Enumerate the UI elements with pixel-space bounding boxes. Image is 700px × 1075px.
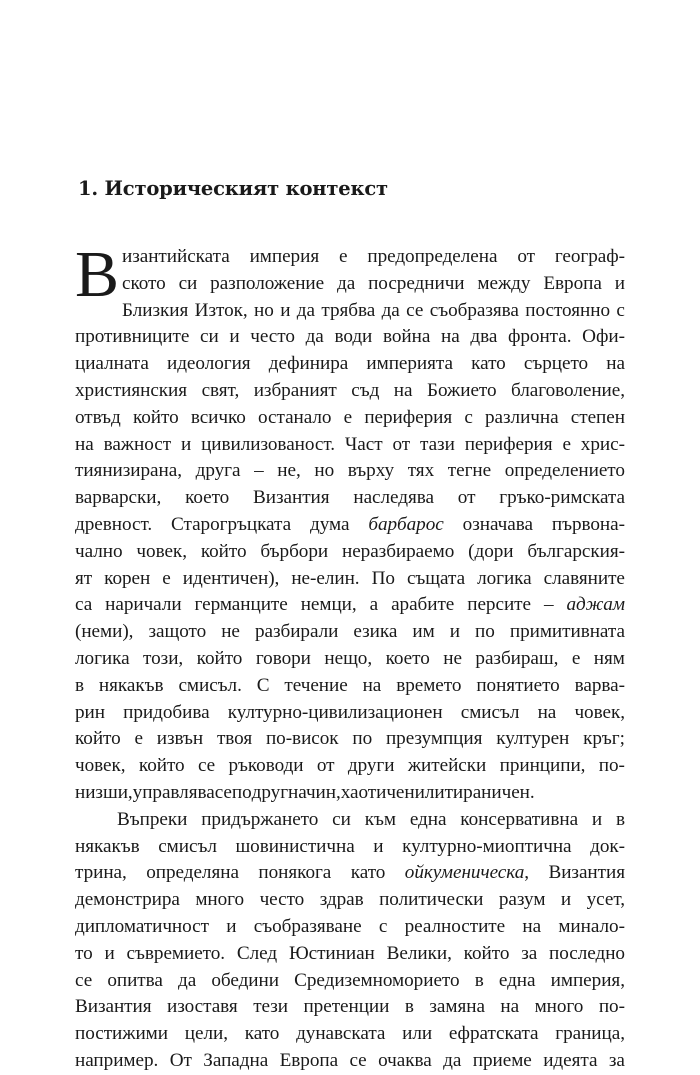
word: политически — [379, 889, 484, 911]
word: е — [134, 728, 143, 750]
word: здрав — [319, 889, 364, 911]
word: граница, — [555, 1023, 625, 1045]
word: на — [75, 433, 94, 455]
word: наричали — [105, 594, 182, 616]
word: съд — [351, 379, 380, 401]
word: Юстиниан — [288, 942, 375, 964]
word: (дори — [468, 540, 514, 562]
word: или — [414, 781, 445, 803]
word: разбирали — [254, 621, 339, 643]
word: на — [393, 379, 413, 401]
word: който — [138, 755, 185, 777]
word: идеята — [543, 1049, 598, 1071]
word: но — [254, 299, 274, 321]
word: не, — [277, 460, 301, 482]
word: трина, — [75, 862, 127, 884]
word: неразбираемо — [341, 540, 455, 562]
word: хрис- — [580, 433, 625, 455]
word: който — [463, 942, 510, 964]
text-line — [75, 324, 625, 351]
word: им — [412, 621, 435, 643]
word: който — [200, 540, 247, 562]
text-line — [75, 405, 625, 432]
word: понятието — [476, 674, 560, 696]
word: географ- — [554, 246, 625, 267]
word: цели, — [184, 1023, 228, 1045]
text-line — [75, 512, 625, 539]
text-line — [75, 941, 625, 968]
word: се — [197, 755, 216, 777]
word: е — [343, 406, 353, 428]
word: да — [381, 299, 400, 321]
word: древност. — [75, 513, 153, 535]
word: да — [178, 969, 197, 991]
word: империята — [366, 353, 453, 375]
word: демонстрира — [75, 889, 180, 911]
word: по — [231, 781, 252, 803]
word: човек, — [75, 755, 126, 777]
text-line — [75, 619, 625, 646]
word: си — [178, 272, 198, 294]
word: постижими — [75, 1023, 168, 1045]
word: са — [75, 594, 93, 616]
word: управлява — [132, 781, 215, 803]
word: империя — [249, 246, 320, 267]
word: империя, — [550, 969, 625, 991]
word: житейски — [407, 755, 487, 777]
word: последно — [549, 942, 625, 964]
word: низши, — [75, 781, 133, 803]
word: твоя — [216, 728, 253, 750]
word: между — [477, 272, 531, 294]
word: в — [615, 808, 625, 830]
word: което — [185, 487, 230, 509]
word: езика — [353, 621, 398, 643]
word: често — [250, 326, 295, 348]
text-line — [75, 646, 625, 673]
word: в — [474, 969, 484, 991]
word: и — [280, 299, 291, 321]
word: благоволение, — [511, 379, 625, 401]
word: док- — [590, 835, 625, 857]
word: то — [75, 942, 93, 964]
word: аджам — [566, 594, 625, 616]
word: Западна — [203, 1049, 269, 1071]
word: изоставя — [167, 996, 238, 1018]
text-line — [75, 807, 625, 834]
word: – — [543, 594, 554, 616]
word: ското — [122, 272, 166, 294]
word: не-елин. — [291, 567, 360, 589]
word: времето — [396, 674, 462, 696]
word: да — [443, 1049, 462, 1071]
drop-cap: В — [75, 238, 120, 311]
word: противниците — [75, 326, 190, 348]
word: всичко — [190, 406, 246, 428]
word: идеология — [167, 353, 251, 375]
text-line — [75, 485, 625, 512]
word: степен — [570, 406, 625, 428]
word: на — [362, 674, 382, 696]
word: бърбори — [260, 540, 329, 562]
text-line — [75, 914, 625, 941]
text-line — [75, 592, 625, 619]
word: българския- — [527, 540, 625, 562]
word: По — [371, 567, 395, 589]
word: консервативна — [460, 808, 579, 830]
word: шовинистична — [235, 835, 355, 857]
word: се — [349, 1049, 367, 1071]
word: различна — [485, 406, 559, 428]
word: културен — [496, 728, 570, 750]
word: на — [522, 915, 542, 937]
text-line — [75, 968, 625, 995]
word: дипломатичност — [75, 915, 209, 937]
word: човек, — [136, 540, 187, 562]
word: не — [443, 647, 462, 669]
word: който — [132, 406, 179, 428]
word: и — [373, 835, 384, 857]
word: Част — [344, 433, 383, 455]
word: да — [296, 299, 315, 321]
word: приеме — [472, 1049, 532, 1071]
word: циалната — [75, 353, 149, 375]
word: хаотичен — [340, 781, 415, 803]
word: от — [392, 433, 411, 455]
word: което — [385, 647, 430, 669]
text-line — [75, 378, 625, 405]
word: гръко-римската — [499, 487, 625, 509]
word: културно-миоптична — [402, 835, 572, 857]
word: от — [517, 246, 535, 267]
word: дунавската — [296, 1023, 386, 1045]
word: съвремието. — [126, 942, 226, 964]
word: ят — [75, 567, 93, 589]
word: (неми), — [75, 621, 134, 643]
word: Божието — [426, 379, 497, 401]
word: първона- — [551, 513, 625, 535]
word: съобразява — [429, 299, 519, 321]
word: който — [196, 647, 243, 669]
word: дефинира — [268, 353, 349, 375]
word: смисъл — [158, 835, 217, 857]
word: След — [236, 942, 278, 964]
word: посредничи — [368, 272, 465, 294]
body-text — [75, 238, 625, 1075]
word: по- — [598, 755, 625, 777]
text-line — [75, 271, 625, 298]
word: корен — [104, 567, 151, 589]
word: върху — [347, 460, 395, 482]
word: защото — [148, 621, 207, 643]
word: От — [169, 1049, 192, 1071]
word: периферия — [464, 433, 553, 455]
word: презумпция — [385, 728, 483, 750]
text-line — [75, 834, 625, 861]
word: по — [352, 728, 373, 750]
word: придобива — [123, 701, 210, 723]
word: начин, — [288, 781, 341, 803]
word: логика — [75, 647, 130, 669]
text-line — [75, 566, 625, 593]
word: по — [475, 621, 495, 643]
word: определяна — [146, 862, 239, 884]
word: например. — [75, 1049, 159, 1071]
word: и — [226, 915, 237, 937]
word: е — [339, 246, 348, 267]
word: се — [214, 781, 232, 803]
word: човек, — [574, 701, 625, 723]
word: като — [471, 353, 506, 375]
word: на — [537, 701, 557, 723]
word: се — [406, 299, 424, 321]
word: останало — [258, 406, 332, 428]
word: разбираш, — [475, 647, 559, 669]
text-line — [75, 887, 625, 914]
word: Офи- — [582, 326, 625, 348]
word: Велики, — [386, 942, 452, 964]
word: много — [195, 889, 245, 911]
word: тиянизирана, — [75, 460, 182, 482]
word: извън — [156, 728, 204, 750]
word: а — [369, 594, 379, 616]
word: като — [244, 1023, 280, 1045]
word: и — [180, 433, 192, 455]
word: ефратската — [448, 1023, 539, 1045]
word: ойкуменическа, — [404, 862, 529, 884]
word: наследява — [353, 487, 434, 509]
word: си — [332, 808, 351, 830]
word: за — [521, 942, 538, 964]
word: идентичен), — [182, 567, 280, 589]
word: на — [500, 996, 520, 1018]
word: чално — [75, 540, 123, 562]
text-line — [75, 673, 625, 700]
word: ръководи — [228, 755, 304, 777]
word: на — [606, 353, 625, 375]
word: смисъл — [460, 701, 520, 723]
word: очаква — [378, 1049, 432, 1071]
word: от — [316, 755, 335, 777]
word: барбарос — [368, 513, 444, 535]
word: за — [608, 1049, 625, 1071]
word: и — [104, 942, 115, 964]
word: една — [498, 969, 536, 991]
word: славяните — [543, 567, 625, 589]
word: някакъв — [75, 835, 140, 857]
chapter-heading: 1. Историческият контекст — [78, 177, 388, 200]
word: Средиземноморието — [294, 969, 460, 991]
word: С — [256, 674, 270, 696]
text-line — [75, 780, 625, 807]
word: да — [305, 326, 324, 348]
word: тези — [253, 996, 288, 1018]
word: цивилизованост. — [201, 433, 335, 455]
word: замяна — [429, 996, 485, 1018]
word: и — [614, 272, 625, 294]
word: опитва — [107, 969, 163, 991]
text-line — [75, 860, 625, 887]
word: е — [571, 647, 581, 669]
word: постоянно — [525, 299, 610, 321]
word: нещо, — [324, 647, 373, 669]
text-line — [75, 298, 625, 325]
word: е — [162, 567, 171, 589]
word: обедини — [211, 969, 279, 991]
word: си — [199, 326, 219, 348]
word: Изток, — [194, 299, 248, 321]
word: този, — [143, 647, 184, 669]
word: говори — [255, 647, 311, 669]
word: немци, — [300, 594, 357, 616]
word: една — [409, 808, 447, 830]
word: същата — [406, 567, 466, 589]
word: някакъв — [98, 674, 164, 696]
word: Византия — [75, 996, 152, 1018]
word: Европа — [279, 1049, 339, 1071]
text-line — [75, 1021, 625, 1048]
word: с — [464, 406, 473, 428]
word: в — [75, 674, 85, 696]
word: но — [314, 460, 335, 482]
word: Византия — [253, 487, 330, 509]
word: придържането — [201, 808, 319, 830]
word: по-висок — [265, 728, 339, 750]
word: културно-цивилизационен — [227, 701, 443, 723]
word: и — [591, 808, 603, 830]
word: предопределена — [367, 246, 498, 267]
word: ням — [593, 647, 625, 669]
word: сърцето — [523, 353, 589, 375]
word: друга — [195, 460, 241, 482]
word: Византия — [548, 862, 625, 884]
word: важност — [103, 433, 172, 455]
word: кръг; — [583, 728, 625, 750]
word: от — [457, 487, 476, 509]
text-line — [75, 994, 625, 1021]
word: смисъл. — [178, 674, 242, 696]
word: война — [382, 326, 431, 348]
word: и — [560, 889, 572, 911]
word: по- — [598, 996, 625, 1018]
text-line — [75, 244, 625, 271]
word: Близкия — [122, 299, 189, 321]
word: като — [350, 862, 386, 884]
text-line — [75, 539, 625, 566]
word: разположение — [210, 272, 325, 294]
word: варва- — [574, 674, 625, 696]
word: трябва — [321, 299, 376, 321]
word: принципи, — [499, 755, 586, 777]
word: усет, — [586, 889, 625, 911]
word: тираничен. — [444, 781, 535, 803]
text-line — [75, 458, 625, 485]
word: или — [402, 1023, 433, 1045]
word: не — [221, 621, 240, 643]
word: избраният — [253, 379, 337, 401]
word: – — [254, 460, 264, 482]
word: тегне — [447, 460, 492, 482]
word: два — [470, 326, 498, 348]
word: тази — [420, 433, 455, 455]
text-line — [75, 1048, 625, 1075]
word: персите — [467, 594, 531, 616]
word: минало- — [558, 915, 625, 937]
word: е — [562, 433, 571, 455]
word: определението — [504, 460, 625, 482]
word: съобразяване — [253, 915, 362, 937]
word: други — [347, 755, 395, 777]
word: да — [337, 272, 356, 294]
word: течение — [284, 674, 348, 696]
word: реалностите — [404, 915, 506, 937]
word: с — [616, 299, 625, 321]
text-line — [75, 351, 625, 378]
word: примитивната — [509, 621, 625, 643]
word: отвъд — [75, 406, 121, 428]
word: периферия — [364, 406, 453, 428]
word: свят, — [201, 379, 240, 401]
text-line — [75, 432, 625, 459]
text-line — [75, 753, 625, 780]
word: в — [404, 996, 414, 1018]
word: варварски, — [75, 487, 162, 509]
word: арабите — [391, 594, 455, 616]
word: логика — [477, 567, 532, 589]
word: фронта. — [507, 326, 572, 348]
word: изантийската — [122, 246, 230, 267]
word: води — [334, 326, 373, 348]
text-line — [75, 700, 625, 727]
word: много — [534, 996, 584, 1018]
word: християнския — [75, 379, 188, 401]
word: понякога — [258, 862, 332, 884]
word: претенции — [303, 996, 390, 1018]
word: Старогръцката — [171, 513, 292, 535]
word: към — [364, 808, 396, 830]
word: означава — [462, 513, 533, 535]
word: на — [440, 326, 460, 348]
word: Европа — [543, 272, 602, 294]
word: дума — [309, 513, 350, 535]
word: тях — [407, 460, 435, 482]
word: се — [75, 969, 93, 991]
word: с — [378, 915, 388, 937]
word: често — [259, 889, 305, 911]
text-line — [75, 726, 625, 753]
word: разум — [498, 889, 546, 911]
word: рин — [75, 701, 105, 723]
word: Въпреки — [117, 808, 188, 830]
word: германците — [194, 594, 288, 616]
word: и — [229, 326, 240, 348]
word: който — [75, 728, 121, 750]
word: и — [449, 621, 460, 643]
word: друг — [251, 781, 289, 803]
